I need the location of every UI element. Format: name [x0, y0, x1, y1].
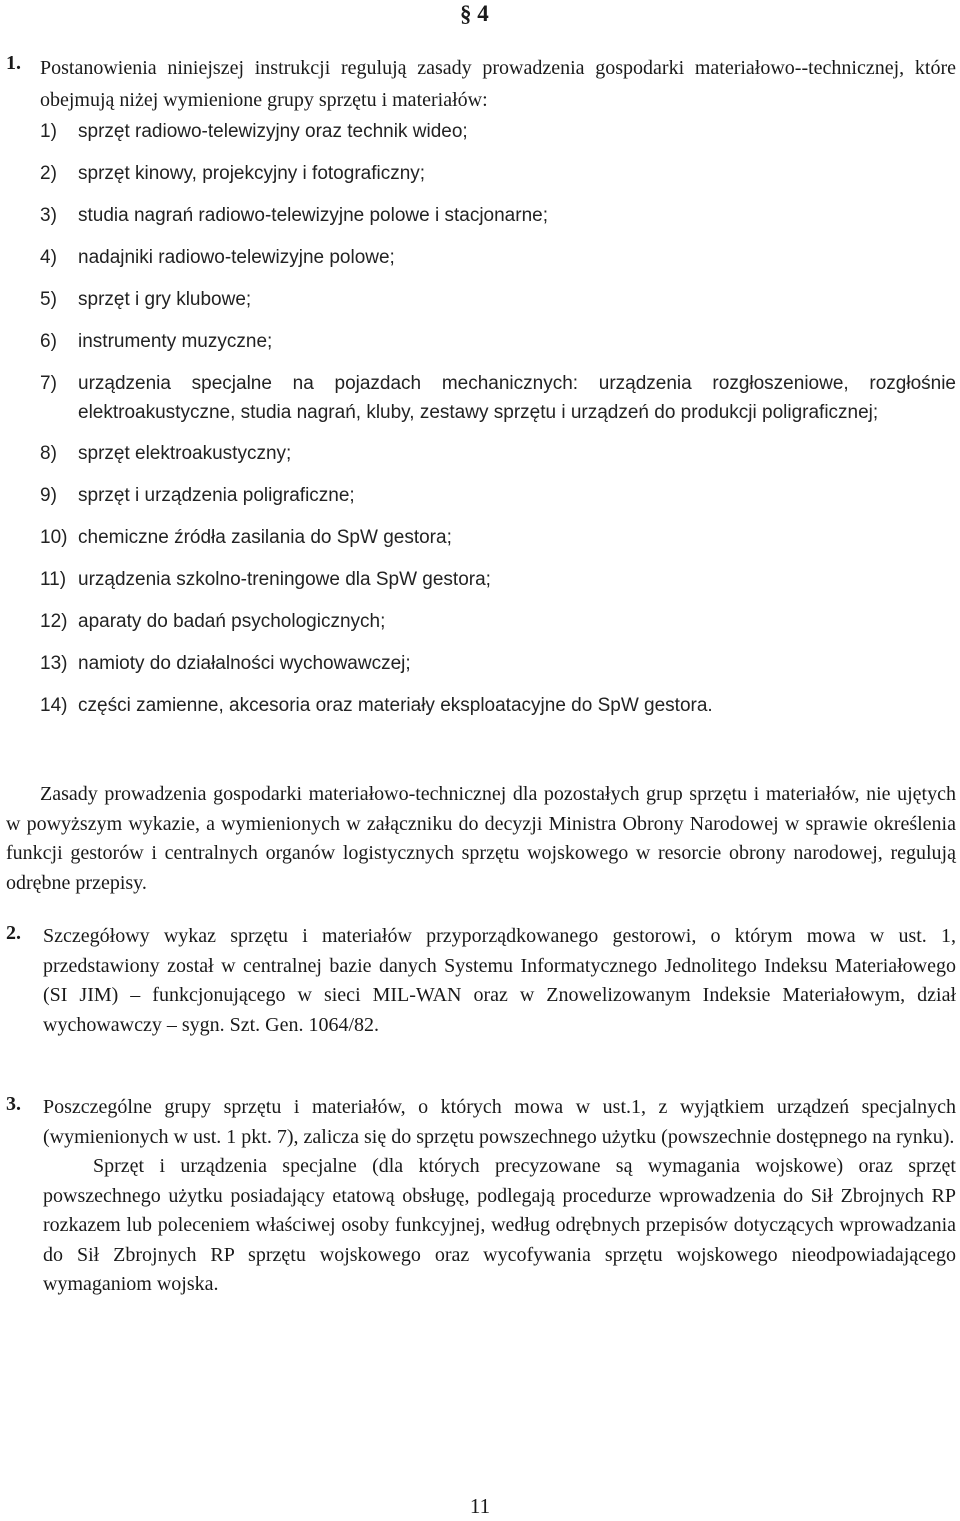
point-1-text: Postanowienia niniejszej instrukcji regulują zasady prowadzenia gospodarki materiałowo--technicznej, które obejmują niżej wymienione grupy sprzętu i materiałów: — [40, 57, 956, 111]
point-1 — [6, 52, 956, 116]
list-item: 10) chemiczne źródła zasilania do SpW gestora; — [40, 527, 452, 548]
point-number: 3. — [6, 1093, 21, 1115]
list-item: 6) instrumenty muzyczne; — [40, 331, 273, 352]
list-item: 4) nadajniki radiowo-telewizyjne polowe; — [40, 247, 395, 268]
list-item: 8) sprzęt elektroakustyczny; — [40, 443, 292, 464]
list-item: 7) urządzenia specjalne na pojazdach mechanicznych: urządzenia rozgłoszeniowe, rozgłośnie elektroakustyczne, studia nagrań, kluby, zestawy sprzętu i urządzeń do produkcji poligraficznej; — [40, 373, 956, 423]
closing-paragraph: Zasady prowadzenia gospodarki materiałowo-technicznej dla pozostałych grup sprzętu i materiałów, nie ujętych w powyższym wykazie, a wymienionych w załączniku do decyzji Ministra Obrony Narodowej w sprawie określenia funkcji gestorów i centralnych organów logistycznych sprzętu wojskowego w resorcie obrony narodowej, regulują odrębne przepisy. — [6, 783, 956, 894]
point-2 — [6, 922, 956, 1040]
point-number: 1. — [6, 52, 21, 74]
point-3 — [6, 1093, 956, 1300]
point-3-text-2: Sprzęt i urządzenia specjalne (dla których precyzowane są wymagania wojskowe) oraz sprzęt powszechnego użytku posiadający etatową obsługę, podlegają procedurze wprowadzenia do Sił Zbrojnych RP rozkazem lub poleceniem właściwej osoby funkcyjnej, według odrębnych przepisów dotyczących wprowadzania do Sił Zbrojnych RP sprzętu wojskowego oraz wycofywania sprzętu wojskowego nieodpowiadającego wymaganiom wojska. — [43, 1155, 956, 1295]
equipment-list — [40, 117, 956, 733]
list-item: 13) namioty do działalności wychowawczej; — [40, 653, 411, 674]
list-item: 11) urządzenia szkolno-treningowe dla SpW gestora; — [40, 569, 491, 590]
point-number: 2. — [6, 922, 21, 944]
section-heading: § 4 — [460, 1, 489, 26]
list-item: 1) sprzęt radiowo-telewizyjny oraz technik wideo; — [40, 121, 468, 142]
list-item: 2) sprzęt kinowy, projekcyjny i fotograficzny; — [40, 163, 426, 184]
list-item: 9) sprzęt i urządzenia poligraficzne; — [40, 485, 355, 506]
list-item: 3) studia nagrań radiowo-telewizyjne polowe i stacjonarne; — [40, 205, 548, 226]
point-2-text: Szczegółowy wykaz sprzętu i materiałów przyporządkowanego gestorowi, o którym mowa w ust. 1, przedstawiony został w centralnej bazie danych Systemu Informatycznego Jednolitego Indeksu Materiałowego (SI JIM) – funkcjonującego w sieci MIL-WAN oraz w Znowelizowanym Indeksie Materiałowym, dział wychowawczy – sygn. Szt. Gen. 1064/82. — [43, 925, 956, 1036]
list-item: 12) aparaty do badań psychologicznych; — [40, 611, 386, 632]
point-3-text: Poszczególne grupy sprzętu i materiałów, o których mowa w ust.1, z wyjątkiem urządzeń specjalnych (wymienionych w ust. 1 pkt. 7), zalicza się do sprzętu powszechnego użytku (powszechnie dostępnego na rynku). — [43, 1096, 956, 1148]
list-item: 14) części zamienne, akcesoria oraz materiały eksploatacyjne do SpW gestora. — [40, 695, 713, 716]
list-item: 5) sprzęt i gry klubowe; — [40, 289, 252, 310]
page-number: 11 — [469, 1494, 491, 1518]
